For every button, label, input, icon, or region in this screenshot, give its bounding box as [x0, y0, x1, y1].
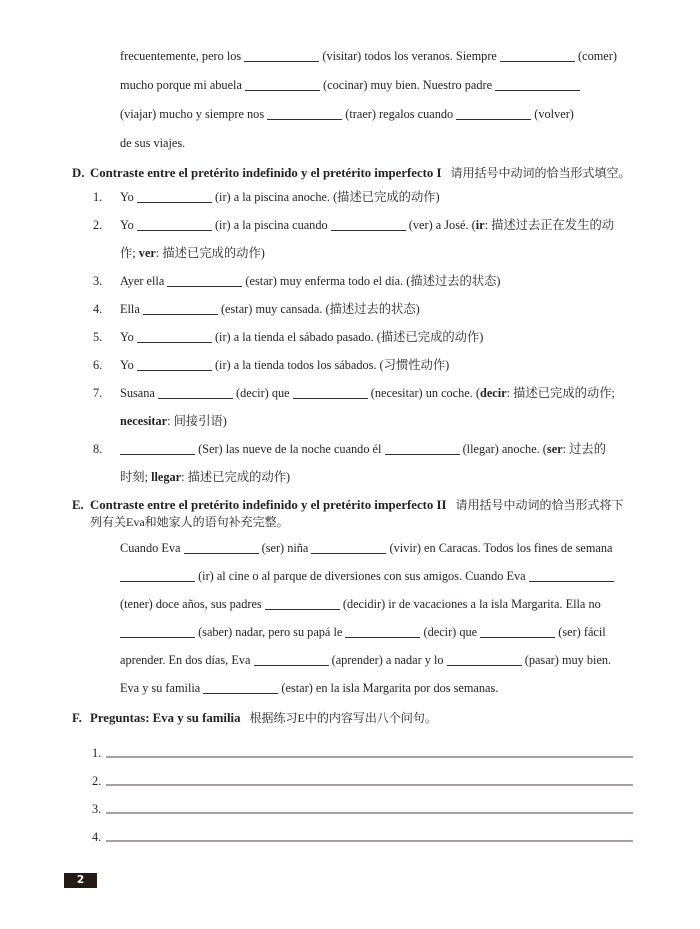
text-line: [120, 534, 633, 562]
section-e-heading-text: [90, 497, 633, 531]
text-line: [120, 351, 633, 379]
text-segment: : 描述已完成的动作): [181, 470, 291, 484]
answer-blank-line: [106, 784, 633, 786]
section-e-heading: [72, 497, 633, 531]
text-segment: (viajar) mucho y siempre nos: [120, 107, 268, 121]
blank-line: [137, 332, 212, 343]
text-segment: (ir) a la tienda el sábado pasado. (描述已完成的动作): [211, 330, 484, 344]
exercise-item: [93, 267, 633, 295]
item-text: [120, 211, 633, 267]
intro-paragraph: [120, 42, 633, 158]
blank-line: [245, 80, 320, 91]
section-e-letter: E.: [72, 498, 84, 512]
text-line: [120, 646, 633, 674]
blank-line: [137, 192, 212, 203]
text-line: [120, 183, 633, 211]
answer-blank-line: [106, 840, 633, 842]
bold-verb: decir: [480, 386, 507, 400]
bold-verb: ver: [138, 246, 156, 260]
text-line: [120, 267, 633, 295]
item-number: 4.: [93, 302, 103, 316]
section-e-instruction: 请用括号中动词的恰当形式将下列有关Eva和她家人的语句补充完整。: [90, 498, 624, 529]
text-segment: : 描述已完成的动作): [155, 246, 265, 260]
item-text: [120, 323, 633, 351]
text-segment: : 间接引语): [167, 414, 227, 428]
section-d-heading-text: [90, 165, 633, 182]
answer-blank-line: [106, 756, 633, 758]
bold-verb: necesitar: [120, 414, 168, 428]
text-segment: de sus viajes.: [120, 136, 186, 150]
section-d-instruction: 请用括号中动词的恰当形式填空。: [450, 166, 631, 180]
blank-line: [293, 388, 368, 399]
section-f: [72, 710, 633, 845]
text-segment: (comer): [574, 49, 617, 63]
text-segment: (necesitar) un coche. (: [367, 386, 480, 400]
text-segment: (vivir) en Caracas. Todos los fines de semana: [386, 541, 613, 555]
text-segment: (decir) que: [420, 625, 481, 639]
exercise-item: [93, 211, 633, 267]
item-text: [120, 435, 633, 491]
answer-number: 3.: [92, 801, 102, 816]
text-line: [120, 100, 633, 129]
text-segment: (pasar) muy bien.: [521, 653, 612, 667]
text-segment: Yo: [120, 358, 137, 372]
exercise-item: [93, 435, 633, 491]
blank-line: [203, 683, 278, 694]
text-segment: 时刻;: [120, 470, 152, 484]
answer-blank-line: [106, 812, 633, 814]
text-segment: (ver) a José. (: [405, 218, 476, 232]
blank-line: [184, 543, 259, 554]
text-segment: Ella: [120, 302, 143, 316]
blank-line: [267, 109, 342, 120]
bold-verb: ser: [546, 442, 563, 456]
exercise-item: [93, 379, 633, 435]
section-e-paragraph: [120, 534, 633, 702]
text-segment: (volver): [531, 107, 574, 121]
blank-line: [311, 543, 386, 554]
section-f-heading: [72, 710, 633, 727]
text-segment: (decir) que: [232, 386, 293, 400]
text-segment: Susana: [120, 386, 158, 400]
text-line: [120, 562, 633, 590]
text-segment: (cocinar) muy bien. Nuestro padre: [319, 78, 496, 92]
text-line: [120, 407, 633, 435]
answer-row: [92, 733, 633, 761]
text-line: [120, 129, 633, 158]
blank-line: [480, 627, 555, 638]
text-line: [120, 674, 633, 702]
blank-line: [120, 571, 195, 582]
item-number: 6.: [93, 358, 103, 372]
text-segment: Eva y su familia: [120, 681, 204, 695]
bold-verb: llegar: [151, 470, 182, 484]
item-number: 1.: [93, 190, 103, 204]
item-text: [120, 351, 633, 379]
answer-number: 2.: [92, 773, 102, 788]
text-segment: (estar) en la isla Margarita por dos semanas.: [278, 681, 499, 695]
text-segment: (decidir) ir de vacaciones a la isla Margarita. Ella no: [339, 597, 601, 611]
text-segment: (estar) muy cansada. (描述过去的状态): [217, 302, 420, 316]
item-text: [120, 379, 633, 435]
section-f-answer-lines: [72, 733, 633, 845]
exercise-item: [93, 351, 633, 379]
text-segment: (traer) regalos cuando: [342, 107, 457, 121]
item-text: [120, 183, 633, 211]
text-line: [120, 379, 633, 407]
text-segment: Cuando Eva: [120, 541, 184, 555]
item-number: 5.: [93, 330, 103, 344]
section-d: [72, 165, 633, 491]
text-segment: mucho porque mi abuela: [120, 78, 245, 92]
section-d-items: [72, 183, 633, 491]
exercise-item: [93, 183, 633, 211]
item-text: [120, 295, 633, 323]
text-segment: Yo: [120, 218, 137, 232]
blank-line: [500, 51, 575, 62]
text-segment: (ir) a la piscina anoche. (描述已完成的动作): [211, 190, 440, 204]
text-line: [120, 463, 633, 491]
section-e: [72, 497, 633, 702]
blank-line: [456, 109, 531, 120]
text-segment: 作;: [120, 246, 139, 260]
exercise-item: [93, 295, 633, 323]
text-segment: aprender. En dos días, Eva: [120, 653, 254, 667]
blank-line: [385, 444, 460, 455]
text-segment: (saber) nadar, pero su papá le: [195, 625, 346, 639]
text-segment: : 描述过去正在发生的动: [484, 218, 615, 232]
blank-line: [120, 627, 195, 638]
text-line: [120, 435, 633, 463]
text-segment: (ser) fácil: [555, 625, 606, 639]
blank-line: [447, 655, 522, 666]
text-line: [120, 211, 633, 239]
text-segment: (ser) niña: [258, 541, 312, 555]
blank-line: [120, 444, 195, 455]
blank-line: [331, 220, 406, 231]
text-segment: : 描述已完成的动作;: [506, 386, 615, 400]
bold-verb: ir: [475, 218, 485, 232]
section-d-title: Contraste entre el pretérito indefinido y el pretérito imperfecto I: [90, 166, 442, 180]
section-f-heading-text: [90, 710, 633, 727]
section-f-letter: F.: [72, 711, 82, 725]
blank-line: [167, 276, 242, 287]
blank-line: [529, 571, 614, 582]
item-number: 2.: [93, 218, 103, 232]
text-line: [120, 618, 633, 646]
item-number: 3.: [93, 274, 103, 288]
text-segment: (visitar) todos los veranos. Siempre: [319, 49, 500, 63]
blank-line: [254, 655, 329, 666]
section-e-title: Contraste entre el pretérito indefinido y el pretérito imperfecto II: [90, 498, 447, 512]
text-line: [120, 590, 633, 618]
text-segment: (ir) a la piscina cuando: [211, 218, 331, 232]
section-f-title: Preguntas: Eva y su familia: [90, 711, 241, 725]
text-segment: Yo: [120, 190, 137, 204]
answer-number: 4.: [92, 829, 102, 844]
blank-line: [158, 388, 233, 399]
blank-line: [137, 220, 212, 231]
text-segment: frecuentemente, pero los: [120, 49, 245, 63]
text-segment: (ir) al cine o al parque de diversiones con sus amigos. Cuando Eva: [195, 569, 529, 583]
blank-line: [265, 599, 340, 610]
text-segment: : 过去的: [562, 442, 606, 456]
text-segment: (aprender) a nadar y lo: [328, 653, 447, 667]
text-segment: Ayer ella: [120, 274, 168, 288]
blank-line: [345, 627, 420, 638]
section-d-letter: D.: [72, 166, 85, 180]
item-number: 7.: [93, 386, 103, 400]
text-segment: (estar) muy enferma todo el día. (描述过去的状态): [242, 274, 501, 288]
section-d-heading: [72, 165, 633, 182]
text-line: [120, 42, 633, 71]
answer-row: [92, 761, 633, 789]
answer-row: [92, 817, 633, 845]
text-segment: (ir) a la tienda todos los sábados. (习惯性动作): [211, 358, 450, 372]
item-text: [120, 267, 633, 295]
text-segment: (Ser) las nueve de la noche cuando él: [195, 442, 385, 456]
text-line: [120, 71, 633, 100]
page-number-badge: 2: [64, 873, 97, 888]
section-f-instruction: 根据练习E中的内容写出八个问句。: [249, 711, 437, 725]
answer-number: 1.: [92, 745, 102, 760]
text-line: [120, 295, 633, 323]
text-segment: (llegar) anoche. (: [459, 442, 547, 456]
blank-line: [244, 51, 319, 62]
blank-line: [137, 360, 212, 371]
answer-row: [92, 789, 633, 817]
blank-line: [495, 80, 580, 91]
item-number: 8.: [93, 442, 103, 456]
exercise-item: [93, 323, 633, 351]
text-segment: Yo: [120, 330, 137, 344]
text-line: [120, 323, 633, 351]
blank-line: [143, 304, 218, 315]
text-line: [120, 239, 633, 267]
text-segment: (tener) doce años, sus padres: [120, 597, 265, 611]
